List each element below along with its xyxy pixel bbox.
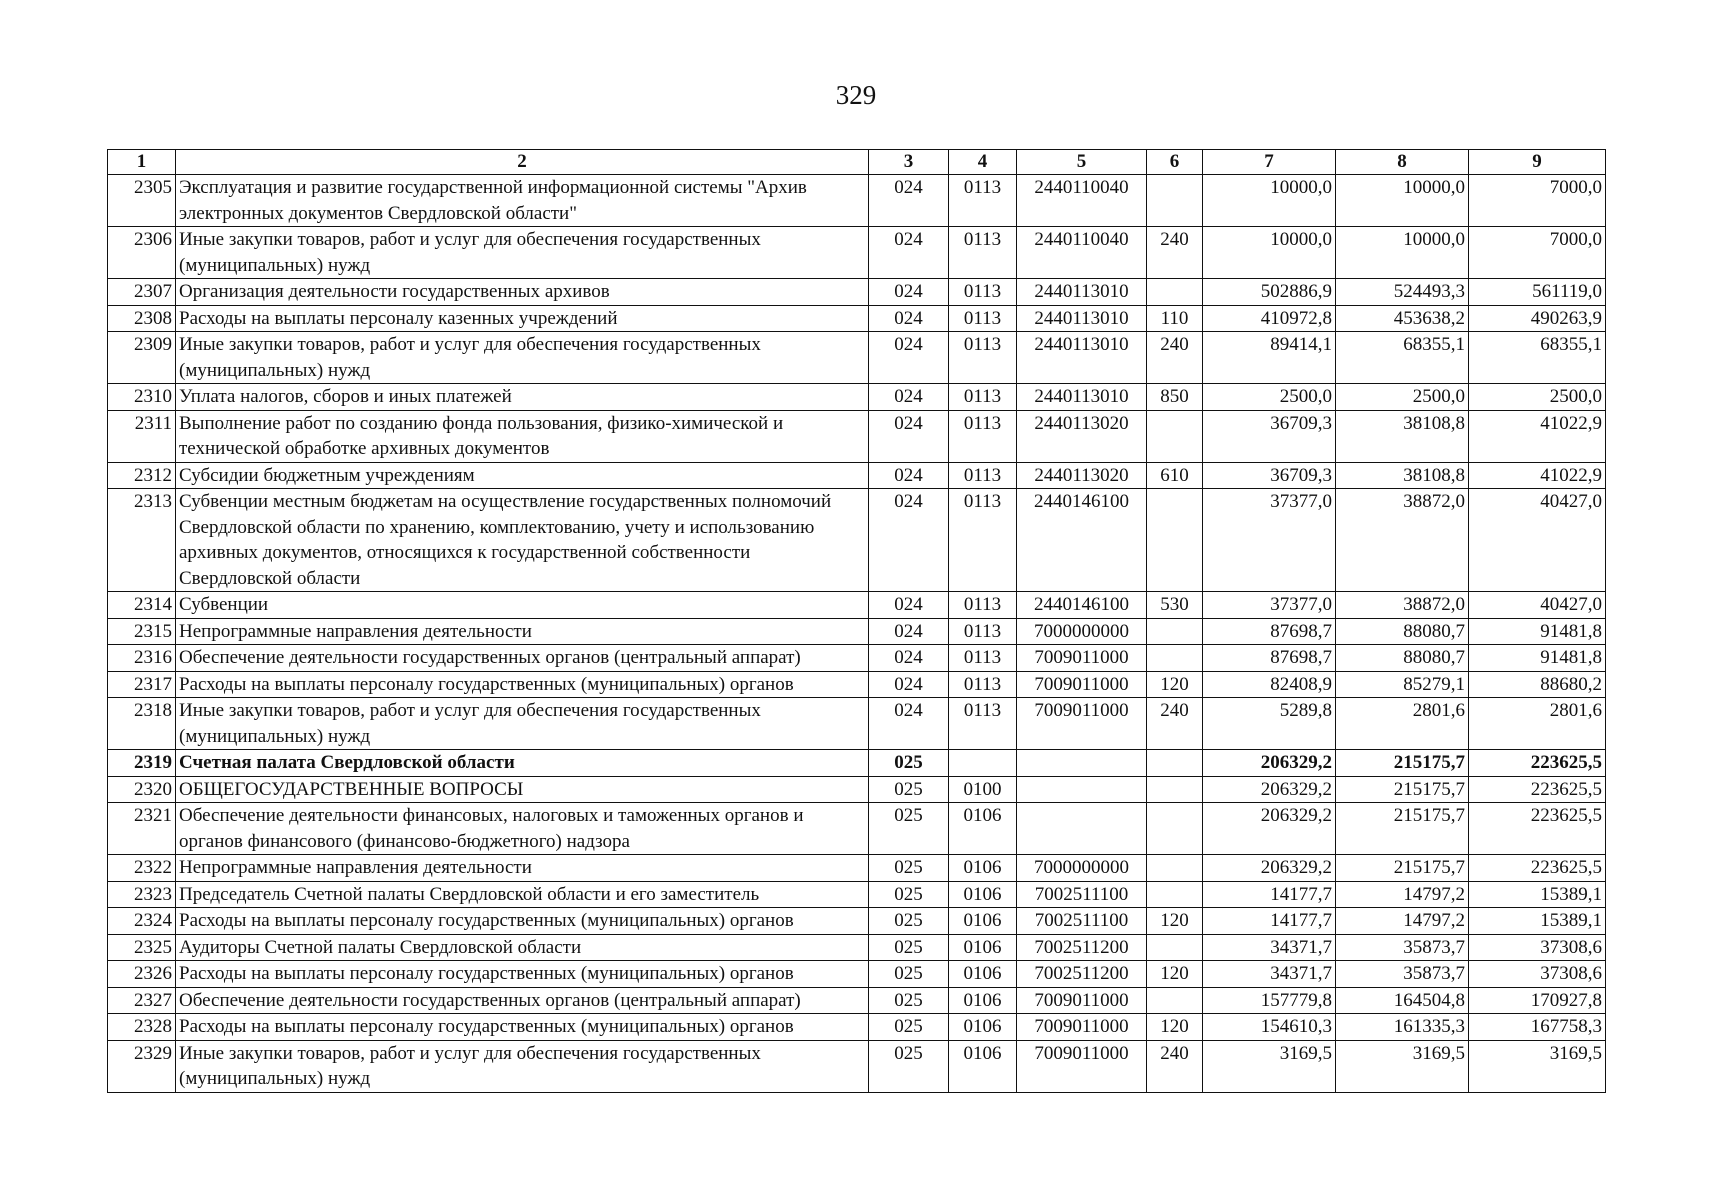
target-code-cell: 7002511100 <box>1017 881 1147 908</box>
code-cell: 025 <box>869 908 949 935</box>
amount-cell: 41022,9 <box>1469 410 1606 462</box>
item-name-cell: Субвенции <box>176 592 869 619</box>
expense-type-cell <box>1147 881 1203 908</box>
amount-cell: 3169,5 <box>1469 1040 1606 1092</box>
target-code-cell: 7009011000 <box>1017 1014 1147 1041</box>
expense-type-cell <box>1147 855 1203 882</box>
amount-cell: 2500,0 <box>1203 384 1336 411</box>
amount-cell: 14797,2 <box>1336 908 1469 935</box>
amount-cell: 68355,1 <box>1336 332 1469 384</box>
code-cell: 024 <box>869 332 949 384</box>
amount-cell: 34371,7 <box>1203 961 1336 988</box>
target-code-cell: 7002511200 <box>1017 961 1147 988</box>
code-cell: 024 <box>869 279 949 306</box>
section-code-cell: 0113 <box>949 462 1017 489</box>
table-row <box>108 384 1606 411</box>
expense-type-cell: 530 <box>1147 592 1203 619</box>
row-number-cell: 2328 <box>108 1014 176 1041</box>
row-number-cell: 2316 <box>108 645 176 672</box>
amount-cell: 37377,0 <box>1203 592 1336 619</box>
item-name-cell: Расходы на выплаты персоналу государственных (муниципальных) органов <box>176 1014 869 1041</box>
amount-cell: 89414,1 <box>1203 332 1336 384</box>
amount-cell: 87698,7 <box>1203 645 1336 672</box>
column-header: 8 <box>1336 150 1469 175</box>
table-row <box>108 175 1606 227</box>
budget-table <box>107 149 1606 1093</box>
amount-cell: 10000,0 <box>1203 227 1336 279</box>
code-cell: 025 <box>869 855 949 882</box>
target-code-cell <box>1017 776 1147 803</box>
row-number-cell: 2308 <box>108 305 176 332</box>
row-number-cell: 2315 <box>108 618 176 645</box>
amount-cell: 3169,5 <box>1203 1040 1336 1092</box>
table-row <box>108 987 1606 1014</box>
target-code-cell: 7009011000 <box>1017 645 1147 672</box>
table-row <box>108 489 1606 592</box>
item-name-cell: Субвенции местным бюджетам на осуществление государственных полномочий Свердловской области по хранению, комплектованию, учету и использованию архивных документов, относящихся к государственной собственности Свердловской области <box>176 489 869 592</box>
amount-cell: 40427,0 <box>1469 489 1606 592</box>
amount-cell: 40427,0 <box>1469 592 1606 619</box>
expense-type-cell <box>1147 750 1203 777</box>
amount-cell: 453638,2 <box>1336 305 1469 332</box>
table-row <box>108 855 1606 882</box>
amount-cell: 37308,6 <box>1469 934 1606 961</box>
table-row <box>108 881 1606 908</box>
item-name-cell: Обеспечение деятельности государственных органов (центральный аппарат) <box>176 987 869 1014</box>
amount-cell: 502886,9 <box>1203 279 1336 306</box>
code-cell: 024 <box>869 618 949 645</box>
expense-type-cell: 120 <box>1147 671 1203 698</box>
item-name-cell: Расходы на выплаты персоналу государственных (муниципальных) органов <box>176 908 869 935</box>
amount-cell: 2500,0 <box>1336 384 1469 411</box>
target-code-cell: 2440113010 <box>1017 279 1147 306</box>
table-row <box>108 671 1606 698</box>
item-name-cell: Обеспечение деятельности государственных органов (центральный аппарат) <box>176 645 869 672</box>
row-number-cell: 2324 <box>108 908 176 935</box>
row-number-cell: 2306 <box>108 227 176 279</box>
section-code-cell: 0113 <box>949 305 1017 332</box>
row-number-cell: 2305 <box>108 175 176 227</box>
code-cell: 024 <box>869 489 949 592</box>
item-name-cell: Иные закупки товаров, работ и услуг для обеспечения государственных (муниципальных) нужд <box>176 227 869 279</box>
row-number-cell: 2321 <box>108 803 176 855</box>
section-code-cell: 0113 <box>949 645 1017 672</box>
amount-cell: 88680,2 <box>1469 671 1606 698</box>
row-number-cell: 2310 <box>108 384 176 411</box>
amount-cell: 215175,7 <box>1336 750 1469 777</box>
target-code-cell: 2440113010 <box>1017 305 1147 332</box>
row-number-cell: 2325 <box>108 934 176 961</box>
table-row <box>108 618 1606 645</box>
item-name-cell: Иные закупки товаров, работ и услуг для обеспечения государственных (муниципальных) нужд <box>176 698 869 750</box>
expense-type-cell: 110 <box>1147 305 1203 332</box>
target-code-cell: 2440113010 <box>1017 332 1147 384</box>
section-code-cell: 0113 <box>949 489 1017 592</box>
code-cell: 025 <box>869 1014 949 1041</box>
code-cell: 024 <box>869 227 949 279</box>
section-code-cell: 0106 <box>949 934 1017 961</box>
section-code-cell: 0106 <box>949 987 1017 1014</box>
section-code-cell: 0113 <box>949 410 1017 462</box>
expense-type-cell: 240 <box>1147 227 1203 279</box>
table-row <box>108 1040 1606 1092</box>
table-row <box>108 803 1606 855</box>
expense-type-cell: 240 <box>1147 332 1203 384</box>
amount-cell: 7000,0 <box>1469 175 1606 227</box>
section-code-cell: 0113 <box>949 384 1017 411</box>
amount-cell: 223625,5 <box>1469 803 1606 855</box>
amount-cell: 35873,7 <box>1336 961 1469 988</box>
amount-cell: 2801,6 <box>1336 698 1469 750</box>
item-name-cell: Председатель Счетной палаты Свердловской области и его заместитель <box>176 881 869 908</box>
amount-cell: 5289,8 <box>1203 698 1336 750</box>
expense-type-cell <box>1147 987 1203 1014</box>
expense-type-cell <box>1147 934 1203 961</box>
section-code-cell: 0113 <box>949 279 1017 306</box>
code-cell: 025 <box>869 881 949 908</box>
item-name-cell: Субсидии бюджетным учреждениям <box>176 462 869 489</box>
amount-cell: 2801,6 <box>1469 698 1606 750</box>
column-header: 5 <box>1017 150 1147 175</box>
amount-cell: 35873,7 <box>1336 934 1469 961</box>
target-code-cell: 7002511200 <box>1017 934 1147 961</box>
table-row <box>108 462 1606 489</box>
table-row <box>108 776 1606 803</box>
code-cell: 024 <box>869 384 949 411</box>
amount-cell: 490263,9 <box>1469 305 1606 332</box>
section-code-cell: 0113 <box>949 592 1017 619</box>
amount-cell: 87698,7 <box>1203 618 1336 645</box>
target-code-cell: 7000000000 <box>1017 618 1147 645</box>
amount-cell: 561119,0 <box>1469 279 1606 306</box>
item-name-cell: Непрограммные направления деятельности <box>176 618 869 645</box>
target-code-cell: 2440113020 <box>1017 410 1147 462</box>
expense-type-cell <box>1147 279 1203 306</box>
code-cell: 024 <box>869 592 949 619</box>
target-code-cell: 2440110040 <box>1017 227 1147 279</box>
amount-cell: 161335,3 <box>1336 1014 1469 1041</box>
column-header: 7 <box>1203 150 1336 175</box>
section-code-cell: 0106 <box>949 881 1017 908</box>
section-code-cell: 0106 <box>949 908 1017 935</box>
amount-cell: 206329,2 <box>1203 855 1336 882</box>
target-code-cell: 2440146100 <box>1017 489 1147 592</box>
amount-cell: 7000,0 <box>1469 227 1606 279</box>
table-row <box>108 279 1606 306</box>
amount-cell: 524493,3 <box>1336 279 1469 306</box>
section-code-cell: 0113 <box>949 698 1017 750</box>
item-name-cell: Обеспечение деятельности финансовых, налоговых и таможенных органов и органов финансового (финансово-бюджетного) надзора <box>176 803 869 855</box>
amount-cell: 206329,2 <box>1203 776 1336 803</box>
row-number-cell: 2320 <box>108 776 176 803</box>
amount-cell: 85279,1 <box>1336 671 1469 698</box>
expense-type-cell: 240 <box>1147 698 1203 750</box>
header-row <box>108 150 1606 175</box>
item-name-cell: ОБЩЕГОСУДАРСТВЕННЫЕ ВОПРОСЫ <box>176 776 869 803</box>
expense-type-cell <box>1147 618 1203 645</box>
item-name-cell: Расходы на выплаты персоналу государственных (муниципальных) органов <box>176 671 869 698</box>
table-row <box>108 592 1606 619</box>
amount-cell: 41022,9 <box>1469 462 1606 489</box>
amount-cell: 37308,6 <box>1469 961 1606 988</box>
row-number-cell: 2314 <box>108 592 176 619</box>
section-code-cell: 0106 <box>949 855 1017 882</box>
expense-type-cell <box>1147 175 1203 227</box>
code-cell: 024 <box>869 645 949 672</box>
amount-cell: 68355,1 <box>1469 332 1606 384</box>
amount-cell: 410972,8 <box>1203 305 1336 332</box>
table-row <box>108 332 1606 384</box>
item-name-cell: Расходы на выплаты персоналу казенных учреждений <box>176 305 869 332</box>
expense-type-cell: 120 <box>1147 961 1203 988</box>
column-header: 1 <box>108 150 176 175</box>
expense-type-cell <box>1147 489 1203 592</box>
item-name-cell: Иные закупки товаров, работ и услуг для обеспечения государственных (муниципальных) нужд <box>176 1040 869 1092</box>
table-row <box>108 645 1606 672</box>
table-row <box>108 410 1606 462</box>
row-number-cell: 2327 <box>108 987 176 1014</box>
column-header: 6 <box>1147 150 1203 175</box>
item-name-cell: Счетная палата Свердловской области <box>176 750 869 777</box>
row-number-cell: 2326 <box>108 961 176 988</box>
table-body <box>108 175 1606 1093</box>
amount-cell: 215175,7 <box>1336 855 1469 882</box>
section-code-cell: 0106 <box>949 961 1017 988</box>
section-code-cell: 0113 <box>949 227 1017 279</box>
amount-cell: 91481,8 <box>1469 618 1606 645</box>
expense-type-cell <box>1147 645 1203 672</box>
amount-cell: 38872,0 <box>1336 489 1469 592</box>
code-cell: 025 <box>869 750 949 777</box>
target-code-cell: 7009011000 <box>1017 987 1147 1014</box>
expense-type-cell <box>1147 803 1203 855</box>
table-row <box>108 750 1606 777</box>
amount-cell: 223625,5 <box>1469 855 1606 882</box>
expense-type-cell: 240 <box>1147 1040 1203 1092</box>
target-code-cell <box>1017 750 1147 777</box>
amount-cell: 223625,5 <box>1469 750 1606 777</box>
section-code-cell: 0106 <box>949 1040 1017 1092</box>
code-cell: 024 <box>869 698 949 750</box>
expense-type-cell: 610 <box>1147 462 1203 489</box>
column-header: 4 <box>949 150 1017 175</box>
section-code-cell: 0100 <box>949 776 1017 803</box>
amount-cell: 36709,3 <box>1203 462 1336 489</box>
row-number-cell: 2312 <box>108 462 176 489</box>
amount-cell: 2500,0 <box>1469 384 1606 411</box>
code-cell: 025 <box>869 776 949 803</box>
target-code-cell: 7009011000 <box>1017 698 1147 750</box>
table-row <box>108 1014 1606 1041</box>
target-code-cell <box>1017 803 1147 855</box>
code-cell: 025 <box>869 961 949 988</box>
table-row <box>108 227 1606 279</box>
item-name-cell: Иные закупки товаров, работ и услуг для обеспечения государственных (муниципальных) нужд <box>176 332 869 384</box>
table-row <box>108 961 1606 988</box>
column-header: 3 <box>869 150 949 175</box>
amount-cell: 38108,8 <box>1336 410 1469 462</box>
row-number-cell: 2313 <box>108 489 176 592</box>
amount-cell: 14177,7 <box>1203 908 1336 935</box>
amount-cell: 37377,0 <box>1203 489 1336 592</box>
amount-cell: 154610,3 <box>1203 1014 1336 1041</box>
expense-type-cell: 120 <box>1147 1014 1203 1041</box>
item-name-cell: Непрограммные направления деятельности <box>176 855 869 882</box>
code-cell: 025 <box>869 987 949 1014</box>
amount-cell: 223625,5 <box>1469 776 1606 803</box>
expense-type-cell: 120 <box>1147 908 1203 935</box>
row-number-cell: 2309 <box>108 332 176 384</box>
table-row <box>108 698 1606 750</box>
page-number: 329 <box>835 80 877 110</box>
amount-cell: 167758,3 <box>1469 1014 1606 1041</box>
amount-cell: 3169,5 <box>1336 1040 1469 1092</box>
row-number-cell: 2307 <box>108 279 176 306</box>
target-code-cell: 2440113020 <box>1017 462 1147 489</box>
amount-cell: 88080,7 <box>1336 618 1469 645</box>
amount-cell: 170927,8 <box>1469 987 1606 1014</box>
column-header: 9 <box>1469 150 1606 175</box>
item-name-cell: Расходы на выплаты персоналу государственных (муниципальных) органов <box>176 961 869 988</box>
amount-cell: 91481,8 <box>1469 645 1606 672</box>
amount-cell: 157779,8 <box>1203 987 1336 1014</box>
row-number-cell: 2318 <box>108 698 176 750</box>
amount-cell: 10000,0 <box>1336 227 1469 279</box>
amount-cell: 15389,1 <box>1469 908 1606 935</box>
table-row <box>108 908 1606 935</box>
amount-cell: 88080,7 <box>1336 645 1469 672</box>
section-code-cell: 0113 <box>949 332 1017 384</box>
section-code-cell: 0106 <box>949 1014 1017 1041</box>
code-cell: 024 <box>869 410 949 462</box>
row-number-cell: 2317 <box>108 671 176 698</box>
code-cell: 025 <box>869 1040 949 1092</box>
amount-cell: 15389,1 <box>1469 881 1606 908</box>
row-number-cell: 2322 <box>108 855 176 882</box>
section-code-cell: 0106 <box>949 803 1017 855</box>
expense-type-cell: 850 <box>1147 384 1203 411</box>
code-cell: 024 <box>869 175 949 227</box>
amount-cell: 10000,0 <box>1203 175 1336 227</box>
amount-cell: 34371,7 <box>1203 934 1336 961</box>
code-cell: 025 <box>869 934 949 961</box>
expense-type-cell <box>1147 410 1203 462</box>
row-number-cell: 2323 <box>108 881 176 908</box>
row-number-cell: 2319 <box>108 750 176 777</box>
code-cell: 024 <box>869 462 949 489</box>
amount-cell: 14177,7 <box>1203 881 1336 908</box>
target-code-cell: 7009011000 <box>1017 671 1147 698</box>
amount-cell: 206329,2 <box>1203 803 1336 855</box>
target-code-cell: 7009011000 <box>1017 1040 1147 1092</box>
amount-cell: 164504,8 <box>1336 987 1469 1014</box>
amount-cell: 215175,7 <box>1336 776 1469 803</box>
item-name-cell: Организация деятельности государственных архивов <box>176 279 869 306</box>
column-header: 2 <box>176 150 869 175</box>
amount-cell: 14797,2 <box>1336 881 1469 908</box>
expense-type-cell <box>1147 776 1203 803</box>
section-code-cell: 0113 <box>949 671 1017 698</box>
code-cell: 025 <box>869 803 949 855</box>
item-name-cell: Выполнение работ по созданию фонда пользования, физико-химической и технической обработке архивных документов <box>176 410 869 462</box>
amount-cell: 38872,0 <box>1336 592 1469 619</box>
row-number-cell: 2329 <box>108 1040 176 1092</box>
section-code-cell: 0113 <box>949 618 1017 645</box>
section-code-cell: 0113 <box>949 175 1017 227</box>
row-number-cell: 2311 <box>108 410 176 462</box>
item-name-cell: Уплата налогов, сборов и иных платежей <box>176 384 869 411</box>
amount-cell: 215175,7 <box>1336 803 1469 855</box>
item-name-cell: Эксплуатация и развитие государственной информационной системы "Архив электронных документов Свердловской области" <box>176 175 869 227</box>
code-cell: 024 <box>869 671 949 698</box>
amount-cell: 82408,9 <box>1203 671 1336 698</box>
item-name-cell: Аудиторы Счетной палаты Свердловской области <box>176 934 869 961</box>
amount-cell: 206329,2 <box>1203 750 1336 777</box>
target-code-cell: 2440146100 <box>1017 592 1147 619</box>
target-code-cell: 2440110040 <box>1017 175 1147 227</box>
code-cell: 024 <box>869 305 949 332</box>
amount-cell: 10000,0 <box>1336 175 1469 227</box>
amount-cell: 38108,8 <box>1336 462 1469 489</box>
table-row <box>108 305 1606 332</box>
table-row <box>108 934 1606 961</box>
amount-cell: 36709,3 <box>1203 410 1336 462</box>
section-code-cell <box>949 750 1017 777</box>
target-code-cell: 2440113010 <box>1017 384 1147 411</box>
target-code-cell: 7000000000 <box>1017 855 1147 882</box>
target-code-cell: 7002511100 <box>1017 908 1147 935</box>
